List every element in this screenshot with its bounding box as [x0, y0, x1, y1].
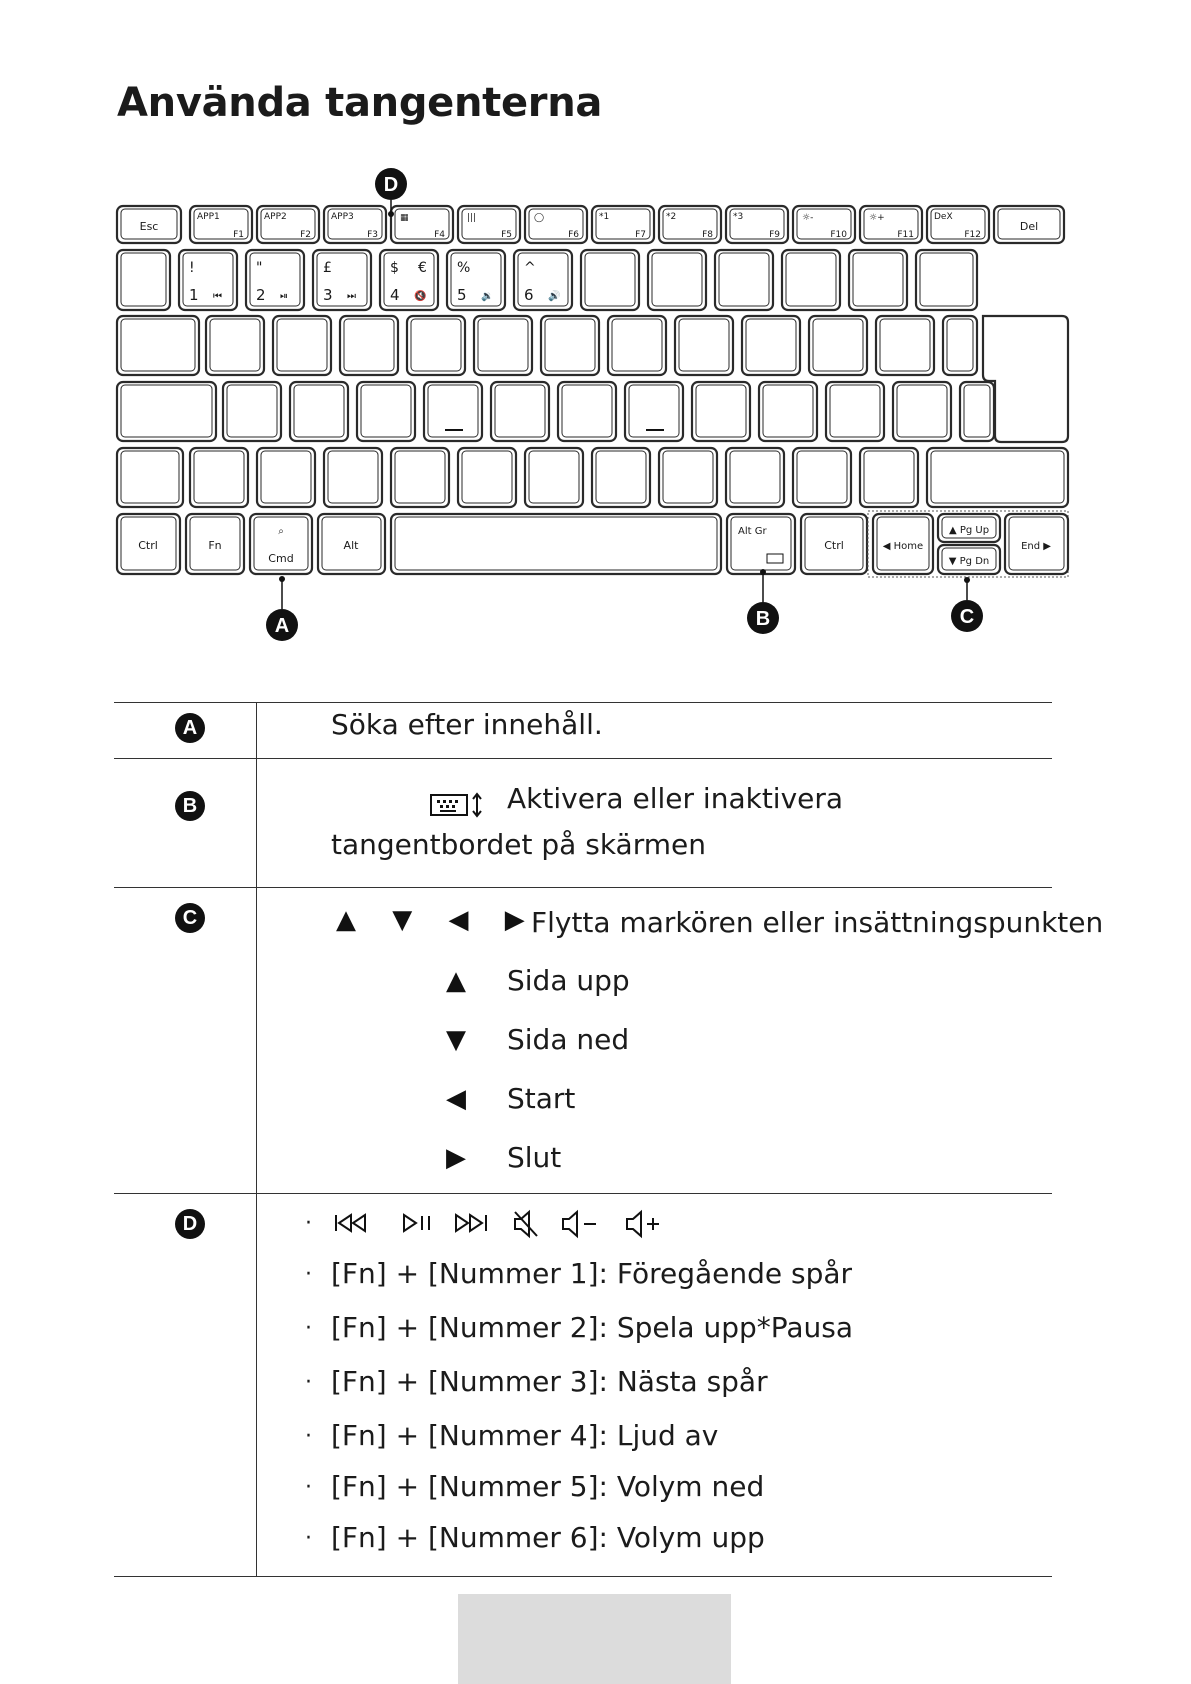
letter-key	[659, 448, 717, 507]
alt-key	[318, 514, 385, 574]
letter-key	[474, 316, 532, 375]
number-row-key	[380, 250, 438, 310]
fn-symbol-icon: ◯	[534, 213, 545, 223]
table-rule-top	[114, 702, 1052, 703]
letter-key	[876, 316, 934, 375]
letter-key	[273, 316, 331, 375]
key-digit-label: 5	[457, 286, 467, 304]
number-row-key	[447, 250, 505, 310]
search-icon: ⌕	[278, 526, 284, 537]
row-b-line1: Aktivera eller inaktivera	[507, 782, 844, 815]
key-label: F12	[964, 230, 981, 240]
page-title: Använda tangenterna	[117, 80, 603, 126]
callout-d	[375, 168, 407, 200]
letter-key	[592, 448, 650, 507]
number-row-key	[715, 250, 773, 310]
key-label: ◀ Home	[882, 541, 924, 552]
callout-anchor-dot	[279, 576, 285, 582]
row-badge-c: C	[175, 903, 205, 933]
key-label: F2	[300, 230, 311, 240]
letter-key	[357, 382, 415, 441]
fn-row-key	[927, 206, 989, 243]
keyboard-toggle-icon	[430, 792, 486, 818]
letter-key	[117, 382, 216, 441]
row-badge-a: A	[175, 713, 205, 743]
row-d-bullet: [Fn] + [Nummer 3]: Nästa spår	[331, 1365, 768, 1398]
fn-row-key	[190, 206, 252, 243]
row-b-line2: tangentbordet på skärmen	[331, 828, 706, 861]
fn-row-key	[525, 206, 587, 243]
key-digit-label: 2	[256, 286, 266, 304]
bullet-dot: ·	[305, 1211, 312, 1236]
keyboard-illustration	[0, 0, 1191, 660]
table-rule	[114, 887, 1052, 888]
key-label: APP1	[197, 212, 220, 222]
fn-row-key	[324, 206, 386, 243]
letter-key	[826, 382, 884, 441]
media-key-icon: ⏮	[213, 291, 222, 302]
key-label: ▼ Pg Dn	[948, 556, 990, 567]
key-label: Cmd	[268, 552, 294, 565]
key-shift-label: $	[390, 260, 399, 276]
letter-key	[675, 316, 733, 375]
row-d-bullet: [Fn] + [Nummer 2]: Spela upp*Pausa	[331, 1311, 854, 1344]
letter-key	[223, 382, 281, 441]
pg-up-key	[938, 514, 1000, 542]
key-label: APP2	[264, 212, 287, 222]
letter-key	[525, 448, 583, 507]
arrow-left-icon: ◀	[446, 1084, 466, 1114]
row-c-item-label: Sida upp	[507, 964, 630, 997]
key-label: *3	[733, 212, 744, 222]
key-label: Ctrl	[138, 539, 158, 552]
number-row-key	[648, 250, 706, 310]
row-c-item-label: Sida ned	[507, 1023, 630, 1056]
callout-c	[951, 600, 983, 632]
letter-key	[257, 448, 315, 507]
table-rule	[114, 758, 1052, 759]
key-label: F11	[897, 230, 914, 240]
key-digit-label: 6	[524, 286, 534, 304]
bullet-dot: ·	[305, 1424, 312, 1449]
letter-key	[117, 316, 199, 375]
media-key-icon: 🔉	[481, 291, 494, 302]
row-a-text: Söka efter innehåll.	[331, 708, 603, 741]
svg-text:A: A	[274, 615, 290, 637]
letter-key	[290, 382, 348, 441]
letter-key	[324, 448, 382, 507]
play-pause-icon	[401, 1208, 437, 1238]
key-shift-label: €	[418, 260, 427, 276]
end-key	[1005, 514, 1068, 574]
letter-key	[943, 316, 977, 375]
row-d-bullet: [Fn] + [Nummer 4]: Ljud av	[331, 1419, 719, 1452]
key-shift-label: £	[323, 260, 332, 276]
letter-key	[458, 448, 516, 507]
fn-symbol-icon: ▦	[400, 213, 409, 223]
callout-a	[266, 609, 298, 641]
letter-key	[117, 448, 183, 507]
key-label: F9	[769, 230, 780, 240]
key-label: Ctrl	[824, 539, 844, 552]
key-label: Esc	[139, 220, 159, 233]
fn-symbol-icon: ☼+	[869, 213, 885, 223]
letter-key	[625, 382, 683, 441]
key-label: Del	[1019, 220, 1039, 233]
ctrl-left-key	[117, 514, 180, 574]
fn-row-key	[860, 206, 922, 243]
number-row-key	[581, 250, 639, 310]
table-rule-bottom	[114, 1576, 1052, 1577]
letter-key	[491, 382, 549, 441]
key-label: *2	[666, 212, 677, 222]
callout-anchor-dot	[388, 211, 394, 217]
fn-row-key	[793, 206, 855, 243]
letter-key	[190, 448, 248, 507]
callout-anchor-dot	[760, 569, 766, 575]
number-row-key	[117, 250, 170, 310]
fn-symbol-icon: |||	[467, 213, 477, 223]
fn-row-key	[592, 206, 654, 243]
letter-key	[608, 316, 666, 375]
row-c-item-label: Slut	[507, 1141, 562, 1174]
media-key-icon: ⏭	[347, 291, 356, 302]
row-badge-d: D	[175, 1209, 205, 1239]
fn-symbol-icon: ☼-	[802, 213, 814, 223]
key-digit-label: 4	[390, 286, 400, 304]
letter-key	[759, 382, 817, 441]
key-label: F1	[233, 230, 244, 240]
key-label: F3	[367, 230, 378, 240]
cmd-key	[250, 514, 312, 574]
bullet-dot: ·	[305, 1370, 312, 1395]
svg-text:D: D	[383, 174, 399, 196]
key-shift-label: !	[189, 260, 195, 276]
fn-row-key	[659, 206, 721, 243]
letter-key	[424, 382, 482, 441]
fn-row-key	[726, 206, 788, 243]
key-shift-label: ^	[524, 260, 536, 276]
key-label: F6	[568, 230, 579, 240]
bullet-dot: ·	[305, 1262, 312, 1287]
fn-row-key	[994, 206, 1064, 243]
media-key-icon: 🔇	[414, 291, 427, 302]
key-label: F7	[635, 230, 646, 240]
bullet-dot: ·	[305, 1475, 312, 1500]
key-label: ▲ Pg Up	[948, 525, 990, 536]
home-key	[873, 514, 933, 574]
svg-text:B: B	[755, 608, 771, 630]
key-label: F8	[702, 230, 713, 240]
fn-row-key	[391, 206, 453, 243]
letter-key	[927, 448, 1068, 507]
letter-key	[793, 448, 851, 507]
row-c-main: Flytta markören eller insättningspunkten	[531, 906, 1104, 939]
key-shift-label: "	[256, 260, 263, 276]
letter-key	[407, 316, 465, 375]
letter-key	[206, 316, 264, 375]
key-label: Fn	[208, 539, 222, 552]
row-c-item-label: Start	[507, 1082, 576, 1115]
next-track-icon	[453, 1208, 493, 1238]
fn-row-key	[257, 206, 319, 243]
letter-key	[860, 448, 918, 507]
number-row-key	[179, 250, 237, 310]
callout-anchor-dot	[964, 577, 970, 583]
media-key-icon: ⏯	[280, 291, 288, 302]
spacebar-key	[391, 514, 721, 574]
fn-row-key	[117, 206, 181, 243]
bullet-dot: ·	[305, 1316, 312, 1341]
media-key-icon: 🔊	[548, 291, 561, 302]
key-shift-label: %	[457, 260, 471, 276]
key-label: F5	[501, 230, 512, 240]
table-column-divider	[256, 702, 257, 1576]
number-row-key	[849, 250, 907, 310]
table-rule	[114, 1193, 1052, 1194]
alt-gr-key	[727, 514, 795, 574]
key-digit-label: 3	[323, 286, 333, 304]
key-label: DeX	[934, 212, 953, 222]
row-d-bullet: [Fn] + [Nummer 5]: Volym ned	[331, 1470, 765, 1503]
key-label: F4	[434, 230, 445, 240]
letter-key	[893, 382, 951, 441]
arrow-down-icon: ▼	[446, 1025, 466, 1055]
fn-key	[186, 514, 244, 574]
arrow-right-icon: ▶	[446, 1143, 466, 1173]
svg-text:C: C	[959, 606, 975, 628]
letter-key	[340, 316, 398, 375]
footer-gray-block	[458, 1594, 731, 1684]
arrow-keys-icons: ▲ ▼ ◀ ▶	[336, 905, 539, 935]
pg-dn-key	[938, 545, 1000, 574]
letter-key	[960, 382, 994, 441]
letter-key	[692, 382, 750, 441]
volume-down-icon	[559, 1208, 601, 1240]
key-digit-label: 1	[189, 286, 199, 304]
row-badge-b: B	[175, 791, 205, 821]
key-label: *1	[599, 212, 610, 222]
row-d-bullet: [Fn] + [Nummer 6]: Volym upp	[331, 1521, 765, 1554]
ctrl-right-key	[801, 514, 867, 574]
number-row-key	[313, 250, 371, 310]
previous-track-icon	[333, 1208, 373, 1238]
row-d-bullet: [Fn] + [Nummer 1]: Föregående spår	[331, 1257, 853, 1290]
letter-key	[726, 448, 784, 507]
number-row-key	[514, 250, 572, 310]
volume-up-icon	[623, 1208, 665, 1240]
key-label: End ▶	[1021, 541, 1051, 552]
fn-row-key	[458, 206, 520, 243]
letter-key	[541, 316, 599, 375]
callout-b	[747, 602, 779, 634]
letter-key	[742, 316, 800, 375]
letter-key	[391, 448, 449, 507]
number-row-key	[782, 250, 840, 310]
mute-icon	[511, 1208, 543, 1240]
arrow-up-icon: ▲	[446, 966, 466, 996]
number-row-key	[246, 250, 304, 310]
enter-key	[983, 316, 1068, 442]
letter-key	[809, 316, 867, 375]
key-label: Alt	[343, 539, 359, 552]
key-label: F10	[830, 230, 847, 240]
key-label: Alt Gr	[738, 526, 767, 537]
key-label: APP3	[331, 212, 354, 222]
bullet-dot: ·	[305, 1526, 312, 1551]
number-row-key	[916, 250, 977, 310]
letter-key	[558, 382, 616, 441]
